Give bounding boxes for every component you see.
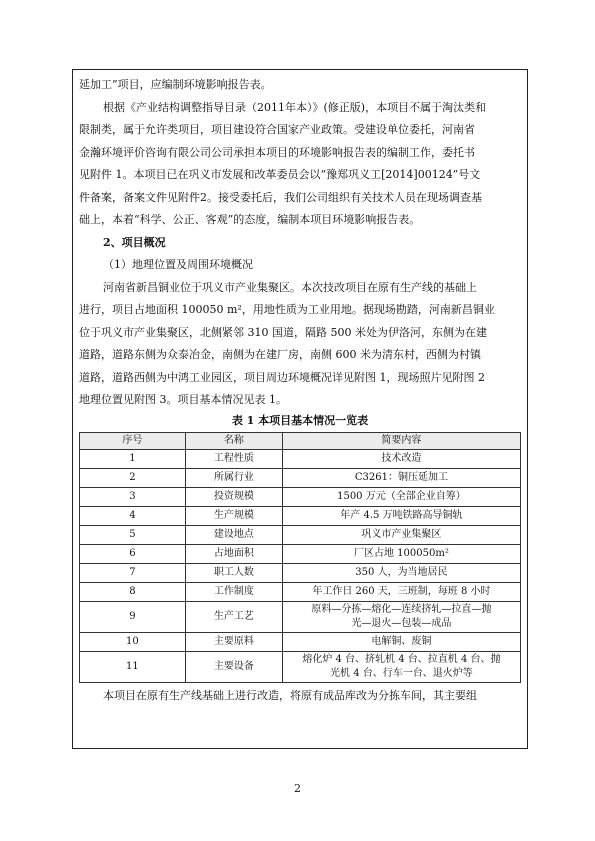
row-name: 所属行业 (185, 468, 282, 487)
row-content: 年工作日 260 天，三班制，每班 8 小时 (282, 582, 520, 601)
table-header-row (80, 432, 521, 449)
row-name: 生产规模 (185, 506, 282, 525)
row-content: C3261：铜压延加工 (282, 468, 520, 487)
subsection-heading: （1）地理位置及周围环境概况 (103, 258, 253, 271)
paragraph-line: 见附件 1。本项目已在巩义市发展和改革委员会以“豫郑巩义工[2014]00124”号文 (79, 168, 481, 181)
row-name: 工作制度 (185, 582, 282, 601)
row-content: 1500 万元（全部企业自筹） (282, 487, 520, 506)
table-caption: 表 1 本项目基本情况一览表 (231, 413, 369, 427)
table-row (80, 487, 521, 506)
header-cell: 名称 (185, 432, 282, 449)
row-name: 建设地点 (185, 525, 282, 544)
paragraph-line: 地理位置见附图 3。项目基本情况见表 1。 (79, 393, 287, 406)
row-content: 巩义市产业集聚区 (282, 525, 520, 544)
row-name: 占地面积 (185, 544, 282, 563)
row-number: 4 (80, 506, 186, 525)
row-number: 2 (80, 468, 186, 487)
table-row (80, 544, 521, 563)
paragraph-line: 延加工”项目，应编制环境影响报告表。 (79, 78, 272, 91)
row-content: 原料—分拣—熔化—连续挤轧—拉直—抛 光—退火—包装—成品 (282, 601, 520, 632)
row-name: 工程性质 (185, 449, 282, 468)
paragraph-line: 道路，道路西侧为中鸿工业园区，项目周边环境概况详见附图 1，现场照片见附图 2 (79, 370, 485, 384)
row-content: 350 人，为当地居民 (282, 563, 520, 582)
paragraph-line: 位于巩义市产业集聚区，北侧紧邻 310 国道，隔路 500 米处为伊洛河，东侧为在建 (79, 325, 487, 339)
row-content: 电解铜、废铜 (282, 632, 520, 651)
row-number: 5 (80, 525, 186, 544)
row-content: 年产 4.5 万吨铁路高导铜轨 (282, 506, 520, 525)
table-row (80, 525, 521, 544)
page-content (79, 74, 521, 707)
row-number: 1 (80, 449, 186, 468)
table-row (80, 563, 521, 582)
row-name: 投资规模 (185, 487, 282, 506)
paragraph-line: 道路，道路东侧为众泰冶金，南侧为在建厂房，南侧 600 米为清东村，西侧为村镇 (79, 348, 481, 361)
row-number: 11 (80, 651, 186, 682)
paragraph-line: 本项目在原有生产线基础上进行改造，将原有成品库改为分拣车间，其主要组 (103, 688, 477, 702)
paragraph-line: 进行，项目占地面积 100050 m²，用地性质为工业用地。据现场勘踏，河南新昌铜业 (79, 303, 495, 316)
project-info-table (79, 432, 521, 683)
paragraph-line: 限制类，属于允许类项目，项目建设符合国家产业政策。受建设单位委托，河南省 (79, 123, 475, 136)
row-name: 生产工艺 (185, 601, 282, 632)
row-name: 主要设备 (185, 651, 282, 682)
row-name: 职工人数 (185, 563, 282, 582)
table-row (80, 651, 521, 682)
page-number: 2 (294, 782, 301, 795)
table-row (80, 632, 521, 651)
paragraph-line: 金瀚环境评价咨询有限公司公司承担本项目的环境影响报告表的编制工作，委托书 (79, 145, 475, 159)
paragraph-line: 河南省新昌铜业位于巩义市产业集聚区。本次技改项目在原有生产线的基础上 (103, 280, 477, 294)
row-number: 7 (80, 563, 186, 582)
row-number: 6 (80, 544, 186, 563)
row-name: 主要原料 (185, 632, 282, 651)
page-frame (72, 69, 528, 749)
table-row (80, 601, 521, 632)
paragraph-line: 础上，本着“科学、公正、客观”的态度，编制本项目环境影响报告表。 (79, 213, 421, 226)
table-row (80, 582, 521, 601)
table-row (80, 506, 521, 525)
header-cell: 简要内容 (282, 432, 520, 449)
table-row (80, 468, 521, 487)
row-content: 厂区占地 100050m² (282, 544, 520, 563)
row-number: 3 (80, 487, 186, 506)
header-cell: 序号 (80, 432, 186, 449)
row-number: 9 (80, 601, 186, 632)
paragraph-line: 根据《产业结构调整指导目录（2011年本）》(修正版)，本项目不属于淘汰类和 (103, 100, 487, 114)
row-number: 10 (80, 632, 186, 651)
paragraph-line: 件备案，备案文件见附件2。接受委托后，我们公司组织有关技术人员在现场调查基 (79, 190, 482, 204)
row-content: 技术改造 (282, 449, 520, 468)
row-number: 8 (80, 582, 186, 601)
row-content: 熔化炉 4 台、挤轧机 4 台、拉直机 4 台、抛 光机 4 台、行车一台、退火炉等 (282, 651, 520, 682)
section-heading: 2、项目概况 (103, 235, 166, 249)
table-row (80, 449, 521, 468)
